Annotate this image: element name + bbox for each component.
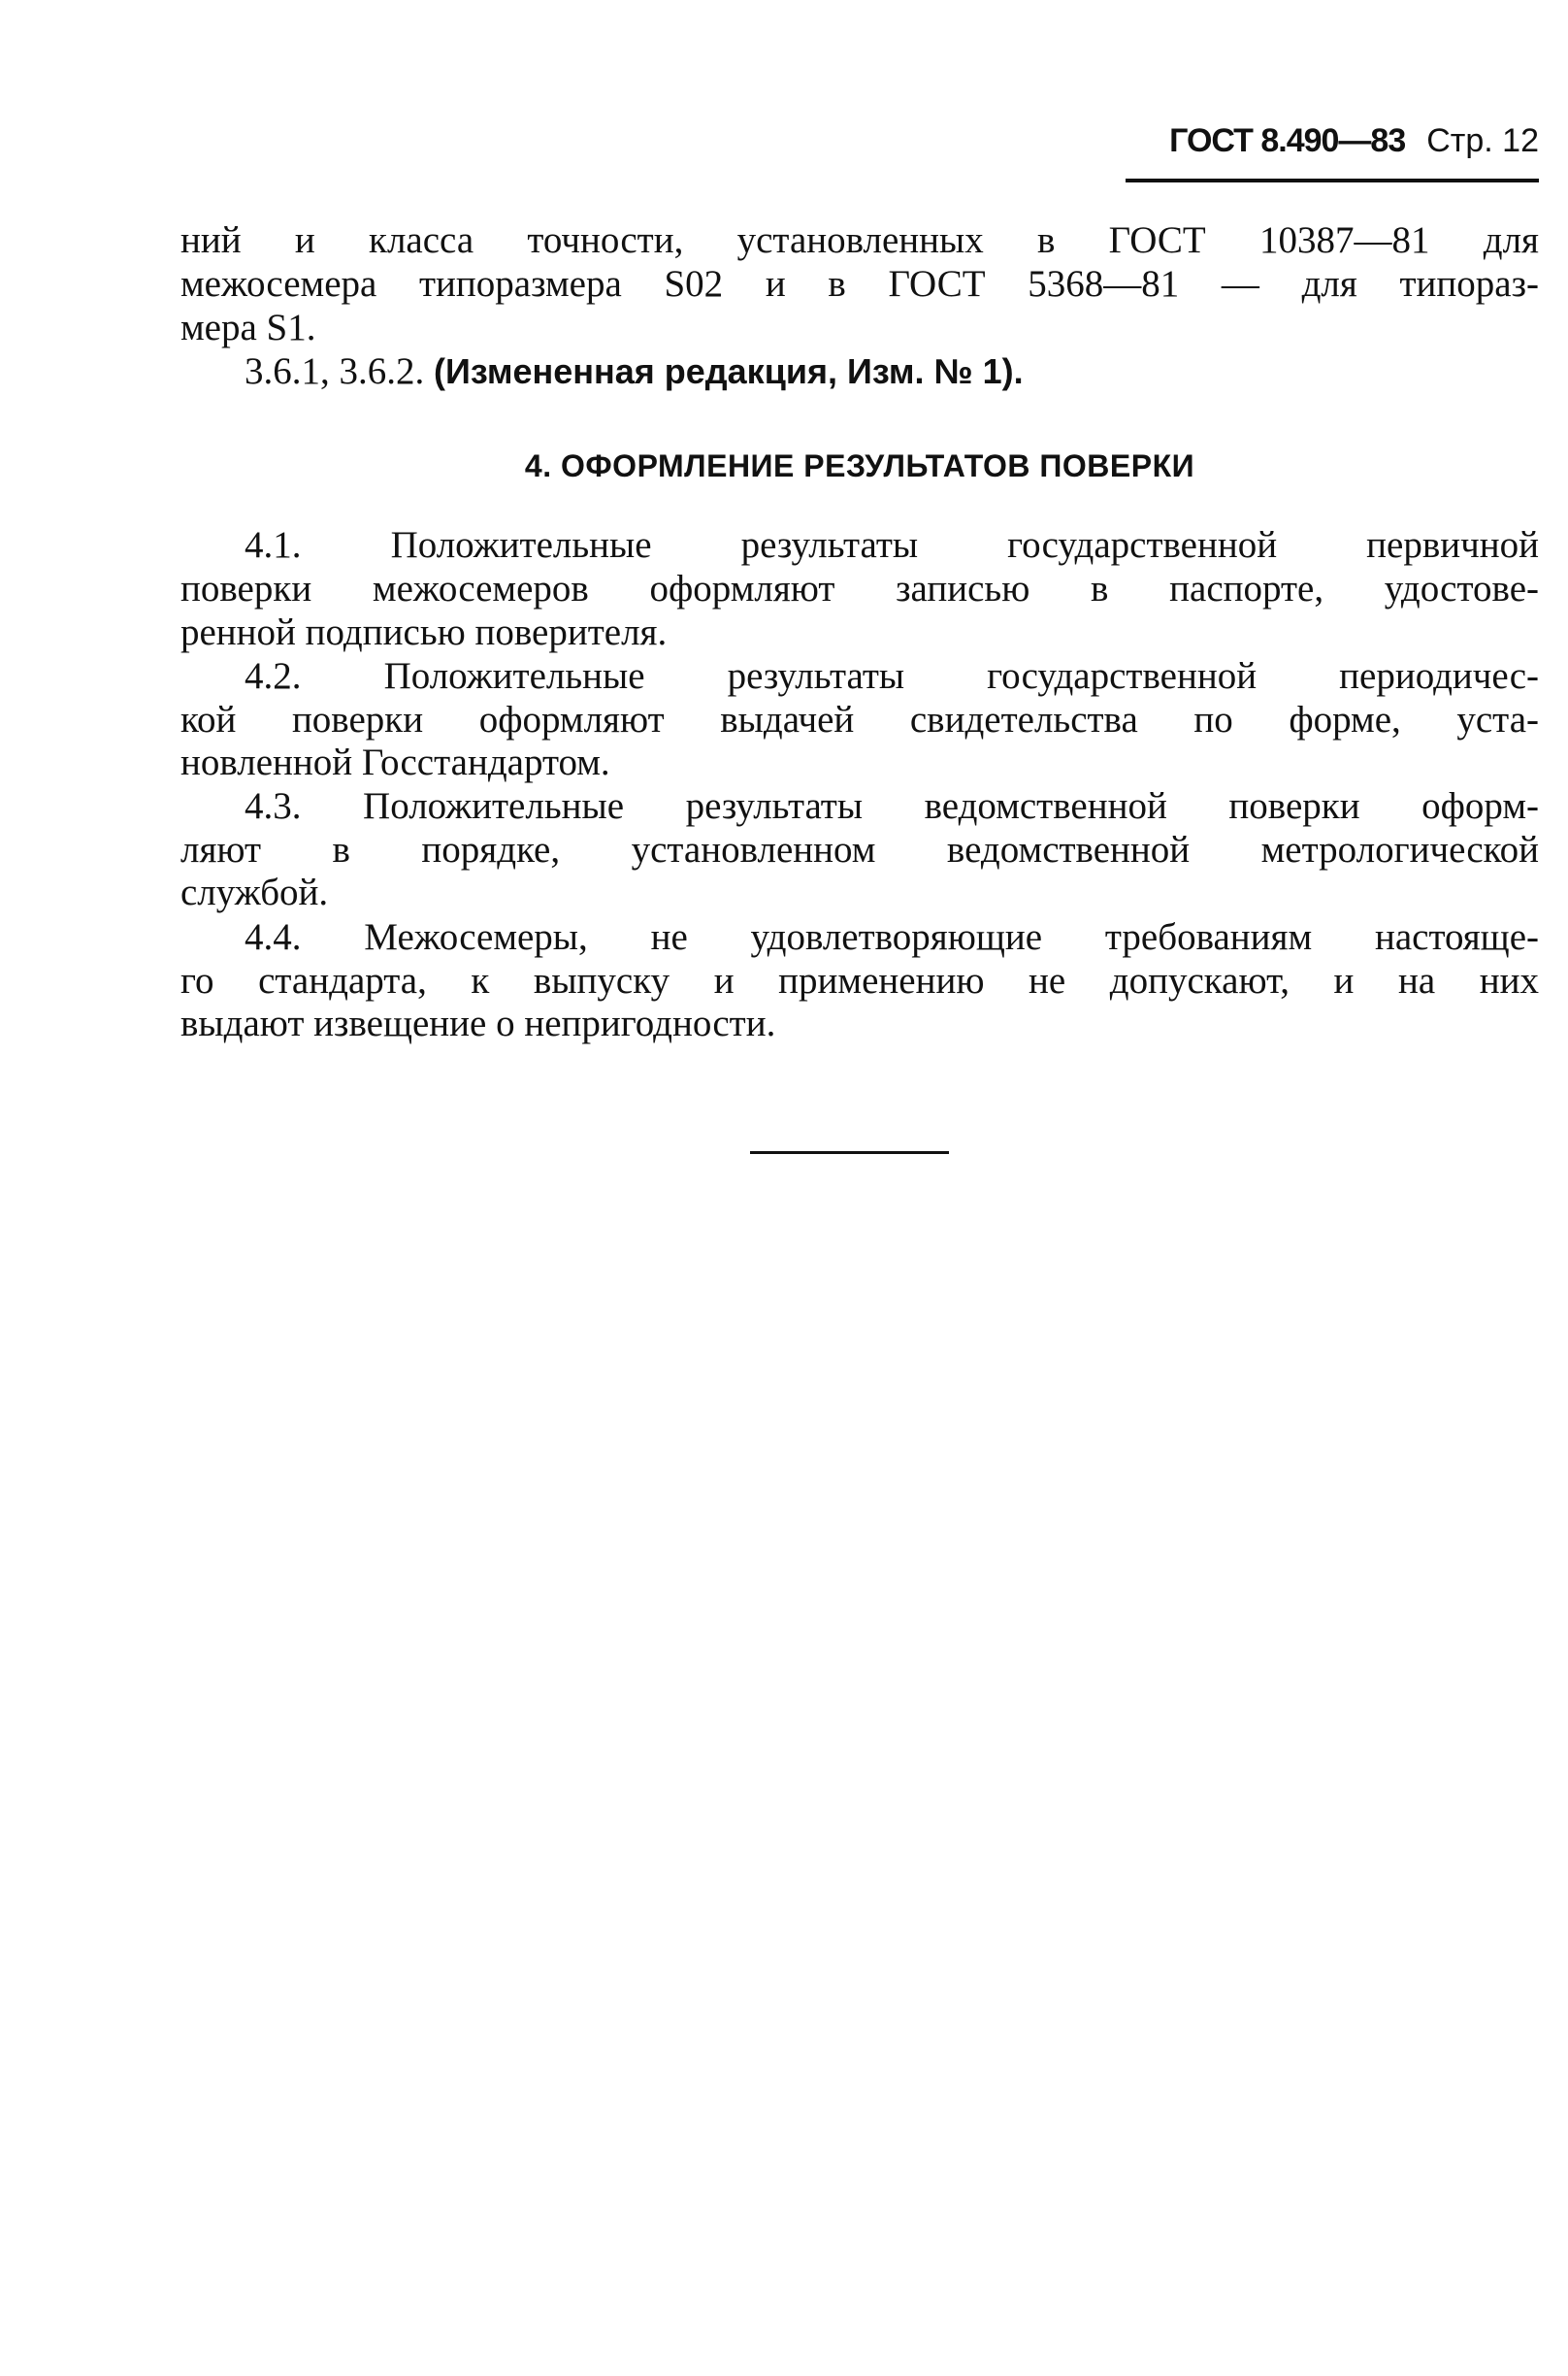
amendment-note: (Измененная редакция, Изм. № 1). <box>434 351 1024 391</box>
page-number: Стр. 12 <box>1426 122 1539 159</box>
text-line: 4.1. Положительные результаты государственной первичной <box>245 524 1539 566</box>
text-line: межосемера типоразмера S02 и в ГОСТ 5368—81 — для типораз- <box>180 263 1539 305</box>
text-line: службой. <box>180 872 329 913</box>
text-line: 4.4. Межосемеры, не удовлетворяющие требованиям настояще- <box>245 916 1539 958</box>
amendment-line <box>245 350 1539 393</box>
text-line: ний и класса точности, установленных в ГОСТ 10387—81 для <box>180 219 1539 261</box>
text-line: го стандарта, к выпуску и применению не допускают, и на них <box>180 960 1539 1002</box>
section-heading: 4. ОФОРМЛЕНИЕ РЕЗУЛЬТАТОВ ПОВЕРКИ <box>524 448 1195 483</box>
text-line: новленной Госстандартом. <box>180 742 610 783</box>
standard-number: ГОСТ 8.490—83 <box>1169 122 1406 159</box>
text-line: поверки межосемеров оформляют записью в паспорте, удостове- <box>180 568 1539 610</box>
text-line: ляют в порядке, установленном ведомственной метрологической <box>180 829 1539 871</box>
header-rule <box>1126 179 1539 182</box>
end-rule <box>750 1151 949 1154</box>
amendment-items: 3.6.1, 3.6.2. <box>245 350 425 392</box>
page-header <box>1169 122 1539 160</box>
text-line: 4.2. Положительные результаты государственной периодичес- <box>245 655 1539 697</box>
text-line: кой поверки оформляют выдачей свидетельства по форме, уста- <box>180 699 1539 741</box>
text-line: ренной подписью поверителя. <box>180 611 668 653</box>
text-line: 4.3. Положительные результаты ведомственной поверки оформ- <box>245 785 1539 827</box>
text-line: мера S1. <box>180 307 316 348</box>
text-line: выдают извещение о непригодности. <box>180 1003 776 1044</box>
